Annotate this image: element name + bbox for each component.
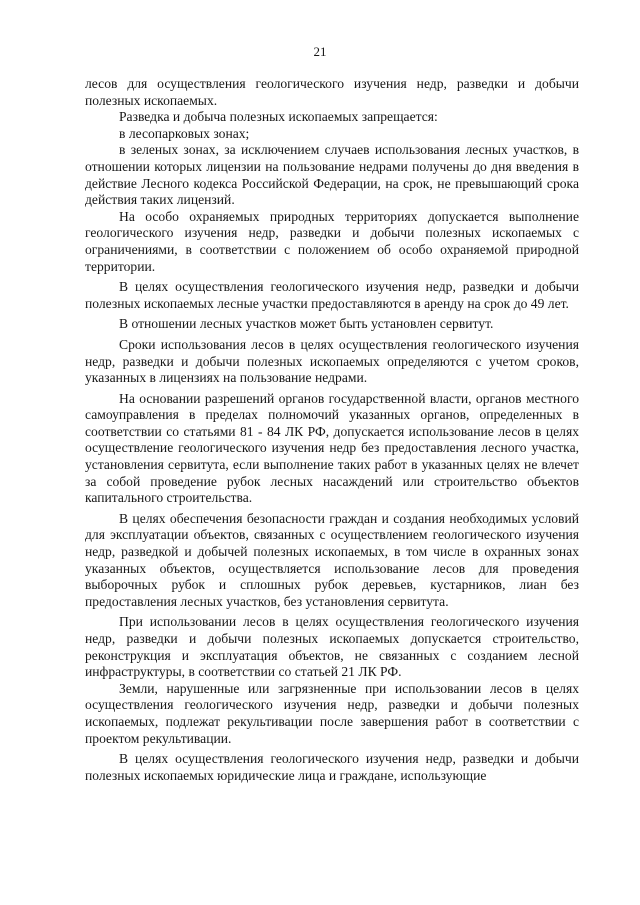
- paragraph-forest-park-zones: в лесопарковых зонах;: [119, 125, 250, 141]
- paragraph-construction: При использовании лесов в целях осуществления геологического изучения недр, разведки и добычи полезных ископаемых допускается строительство, реконструкция и эксплуатация объектов, не связанных с созданием лесной инфраструктуры, в соответствии со статьей 21 ЛК РФ.: [85, 614, 579, 680]
- paragraph-recultivation: Земли, нарушенные или загрязненные при использовании лесов в целях осуществления геологического изучения недр, разведки и добычи полезных ископаемых, подлежат рекультивации после завершения работ в соответствии с проектом рекультивации.: [85, 680, 579, 746]
- paragraph-continuation: лесов для осуществления геологического изучения недр, разведки и добычи полезных ископаемых.: [85, 76, 579, 108]
- document-body: [85, 76, 579, 784]
- paragraph-protected-areas: На особо охраняемых природных территориях допускается выполнение геологического изучения недр, разведки и добычи полезных ископаемых с ограничениями, в соответствии с положением об особо охраняемой природной территории.: [85, 208, 579, 274]
- paragraph-lease-term: В целях осуществления геологического изучения недр, разведки и добычи полезных ископаемых лесные участки предоставляются в аренду на срок до 49 лет.: [85, 279, 579, 311]
- paragraph-permits: На основании разрешений органов государственной власти, органов местного самоуправления в пределах полномочий указанных органов, определенных в соответствии со статьями 81 - 84 ЛК РФ, допускается использование лесов в целях осуществление геологического изучения недр без предоставления лесного участка, установления сервитута, если выполнение таких работ в указанных целях не влечет за собой проведение рубок лесных насаждений или строительство объектов капитального строительства.: [85, 390, 579, 506]
- paragraph-usage-terms: Сроки использования лесов в целях осуществления геологического изучения недр, разведки и добычи полезных ископаемых определяются с учетом сроков, указанных в лицензиях на пользование недрами.: [85, 336, 579, 386]
- paragraph-green-zones: в зеленых зонах, за исключением случаев использования лесных участков, в отношении которых лицензии на пользование недрами получены до дня введения в действие Лесного кодекса Российской Федерации, на срок, не превышающий срока действия таких лицензий.: [85, 142, 579, 208]
- paragraph-legal-entities: В целях осуществления геологического изучения недр, разведки и добычи полезных ископаемых юридические лица и граждане, использующие: [85, 751, 579, 783]
- paragraph-servitude: В отношении лесных участков может быть установлен сервитут.: [119, 316, 494, 332]
- paragraph-safety: В целях обеспечения безопасности граждан и создания необходимых условий для эксплуатации объектов, связанных с осуществлением геологического изучения недр, разведкой и добычей полезных ископаемых, в том числе в охранных зонах указанных объектов, осуществляется использование лесов для проведения выборочных рубок и сплошных рубок деревьев, кустарников, лиан без предоставления лесных участков, без установления сервитута.: [85, 510, 579, 609]
- page-number: 21: [313, 44, 327, 59]
- paragraph-prohibition-heading: Разведка и добыча полезных ископаемых запрещается:: [119, 109, 438, 125]
